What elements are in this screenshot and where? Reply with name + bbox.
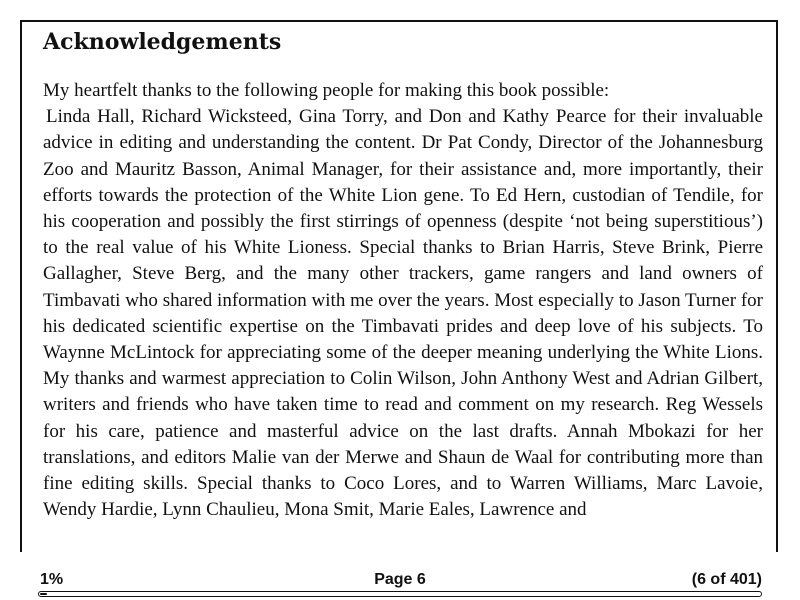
progress-percent: 1% bbox=[40, 571, 64, 588]
page-count: (6 of 401) bbox=[691, 571, 762, 588]
progress-bar[interactable] bbox=[38, 591, 762, 597]
progress-bar-fill bbox=[40, 593, 47, 595]
reading-page[interactable] bbox=[20, 20, 778, 552]
chapter-title: Acknowledgements bbox=[43, 29, 282, 55]
body-paragraph: Linda Hall, Richard Wicksteed, Gina Torry, and Don and Kathy Pearce for their invaluable advice in editing and understanding the content. Dr Pat Condy, Director of the Johannesburg Zoo and Mauritz Basson, Animal Manager, for their assistance and, more importantly, their efforts towards the protection of the White Lion gene. To Ed Hern, custodian of Tendile, for his cooperation and possibly the first stirrings of openness (despite ‘not being superstitious’) to the real value of his White Lioness. Special thanks to Brian Harris, Steve Brink, Pierre Gallagher, Steve Berg, and the many other trackers, game rangers and land owners of Timbavati who shared information with me over the years. Most especially to Jason Turner for his dedicated scientific expertise on the Timbavati prides and deep love of his subjects. To Waynne McLintock for appreciating some of the deeper meaning underlying the White Lions. My thanks and warmest appreciation to Colin Wilson, John Anthony West and Adrian Gilbert, writers and friends who have taken time to read and comment on my research. Reg Wessels for his care, patience and masterful advice on the last drafts. Annah Mbokazi for her translations, and editors Malie van der Merwe and Shaun de Waal for contributing more than fine editing skills. Special thanks to Coco Lores, and to Warren Williams, Marc Lavoie, Wendy Hardie, Lynn Chaulieu, Mona Smit, Marie Eales, Lawrence and bbox=[43, 106, 763, 521]
page-content bbox=[43, 28, 763, 523]
status-bar bbox=[38, 570, 762, 590]
page-number: Page 6 bbox=[374, 571, 426, 588]
intro-paragraph: My heartfelt thanks to the following people for making this book possible: bbox=[43, 80, 610, 101]
